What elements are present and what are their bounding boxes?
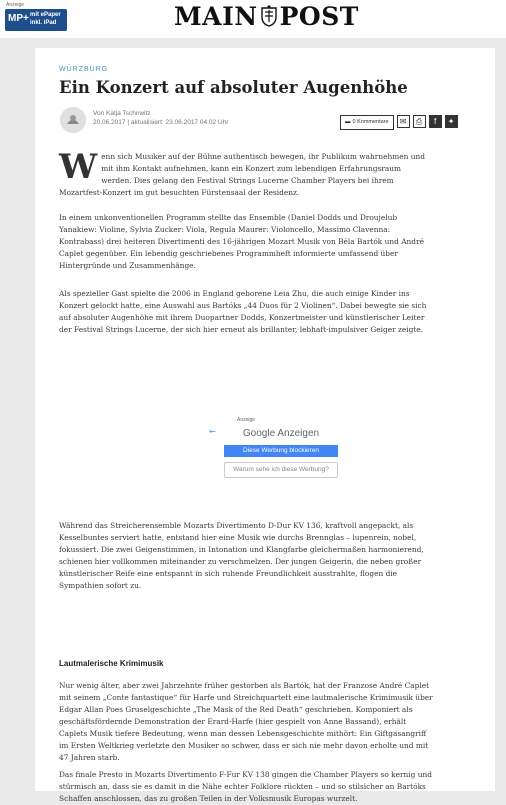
author-name: Von Katja Tschirwitz <box>93 110 151 117</box>
ad-label: Anzeige <box>237 417 256 423</box>
avatar-image-icon <box>60 107 86 133</box>
promo-brand: MP+ <box>8 13 29 24</box>
google-ad-box <box>207 425 355 485</box>
byline <box>93 109 228 127</box>
comments-label: 0 Kommentare <box>352 119 389 125</box>
back-arrow-icon[interactable]: ← <box>209 427 216 436</box>
facebook-icon: f <box>433 117 437 126</box>
print-button[interactable] <box>413 115 426 128</box>
article-panel <box>35 48 495 803</box>
block-ad-button[interactable]: Diese Werbung blockieren <box>224 445 338 457</box>
logo-right: POST <box>279 2 359 31</box>
why-ad-button[interactable]: Warum sehe ich diese Werbung? <box>224 462 338 478</box>
avatar <box>60 107 86 133</box>
epaper-promo-badge[interactable] <box>5 9 67 31</box>
ad-label-top: Anzeige <box>6 2 25 8</box>
site-logo[interactable] <box>174 2 359 31</box>
print-icon: ⎙ <box>415 117 423 126</box>
comment-icon: ▬ <box>345 119 351 125</box>
paragraph-5: Nur wenig älter, aber zwei Jahrzehnte früher gestorben als Bartók, hat der Franzose André Caplet mit seinem „Conte fantastique“ für Harfe und Streichquartett eine lautmalerische Krimimusik über Edgar Allan Poes Gruselgeschichte „The Mask of the Red Death“ geschrieben. Komponiert als geschäftsfördernde Demonstration der Erard-Harfe (hier gespielt von Anne Bassand), erhält Caplets Musik tiefere Bedeutung, wenn man dessen Lebensgeschichte mithört: Ein Giftgasangriff im Ersten Weltkrieg verletzte den Musiker so schwer, dass er sich nie mehr davon erholte und mit 47 Jahren starb. <box>59 681 433 762</box>
ad-title: Google Anzeigen <box>242 428 320 439</box>
publish-date: 20.06.2017 | aktualisiert: 23.06.2017 04:02 Uhr <box>93 119 229 126</box>
article-toolbar <box>340 115 458 128</box>
twitter-button[interactable] <box>445 115 458 128</box>
article-title: Ein Konzert auf absoluter Augenhöhe <box>59 78 408 97</box>
paragraph-1: Wenn sich Musiker auf der Bühne authentisch bewegen, ihr Publikum wahrnehmen und mit ihm Kontakt aufnehmen, kann ein Konzert zum lebendigen Erfahrungsraum werden. Dies gelang den Festival Strings Lucerne Chamber Players bei ihrem Mozartfest-Konzert im gut besuchten Fürstensaal der Residenz. <box>59 147 425 197</box>
email-button[interactable] <box>397 115 410 128</box>
subheading: Lautmalerische Krimimusik <box>59 659 164 668</box>
paragraph-4: Während das Streicherensemble Mozarts Divertimento D-Dur KV 136, kraftvoll angepackt, als Kesselbuntes serviert hatte, entstand hier eine Musik wie durchs Brennglas – lupenrein, nobel, fokussiert. Die zwei Geigenstimmen, in Intonation und Klangfarbe gleichermaßen harmonierend, schienen hier vollkommen miteinander zu verschmelzen. Der jungen Geigerin, die neben großer künstlerischer Reife eine entspannt in sich ruhende Freundlichkeit ausstrahlte, flogen die Sympathien sofort zu. <box>59 521 424 590</box>
crest-icon <box>260 5 278 27</box>
promo-text: mit ePaper inkl. iPad <box>30 12 61 26</box>
paragraph-3: Als spezieller Gast spielte die 2006 in England geborene Leia Zhu, die auch einige Kinder ins Konzert gelockt hatte, eine Auswahl aus Bartóks „44 Duos für 2 Violinen“. Dabei bewegte sie sich auf absoluter Augenhöhe mit ihrem Duopartner Dodds, Konzertmeister und künstlerischer Leiter der Festival Strings Lucerne, der sich hier erneut als brillanter, lebhaft-impulsiver Geiger zeigte. <box>59 289 427 334</box>
logo-left: MAIN <box>174 2 258 31</box>
dropcap: W <box>59 147 98 187</box>
mail-icon: ✉ <box>399 117 407 126</box>
paragraph-2: In einem unkonventionellen Programm stellte das Ensemble (Daniel Dodds und Droujelub Yanakiew: Violine, Sylvia Zucker: Viola, Regula Maurer: Violoncello, Massimo Clavenna: Kontrabass) drei heiteren Divertimenti des 16-jährigen Mozart Musik von Béla Bartók und André Caplet gegenüber. Ein lebendig geschriebenes Programmheft informierte umfassend über Hintergründe und Zusammenhänge. <box>59 213 424 270</box>
facebook-button[interactable] <box>429 115 442 128</box>
paragraph-6: Das finale Presto in Mozarts Divertimento F-Fur KV 138 gingen die Chamber Players so kernig und stürmisch an, dass sie es damit in die Nähe echter Folklore rückten – und so stilsicher an Bartóks Schaffen anschlossen, das zu großen Teilen in der Volksmusik Europas wurzelt. <box>59 770 432 803</box>
twitter-icon: ✦ <box>447 117 455 126</box>
comments-button[interactable] <box>340 115 394 130</box>
section-label[interactable]: WÜRZBURG <box>59 66 109 73</box>
top-bar <box>0 0 506 38</box>
